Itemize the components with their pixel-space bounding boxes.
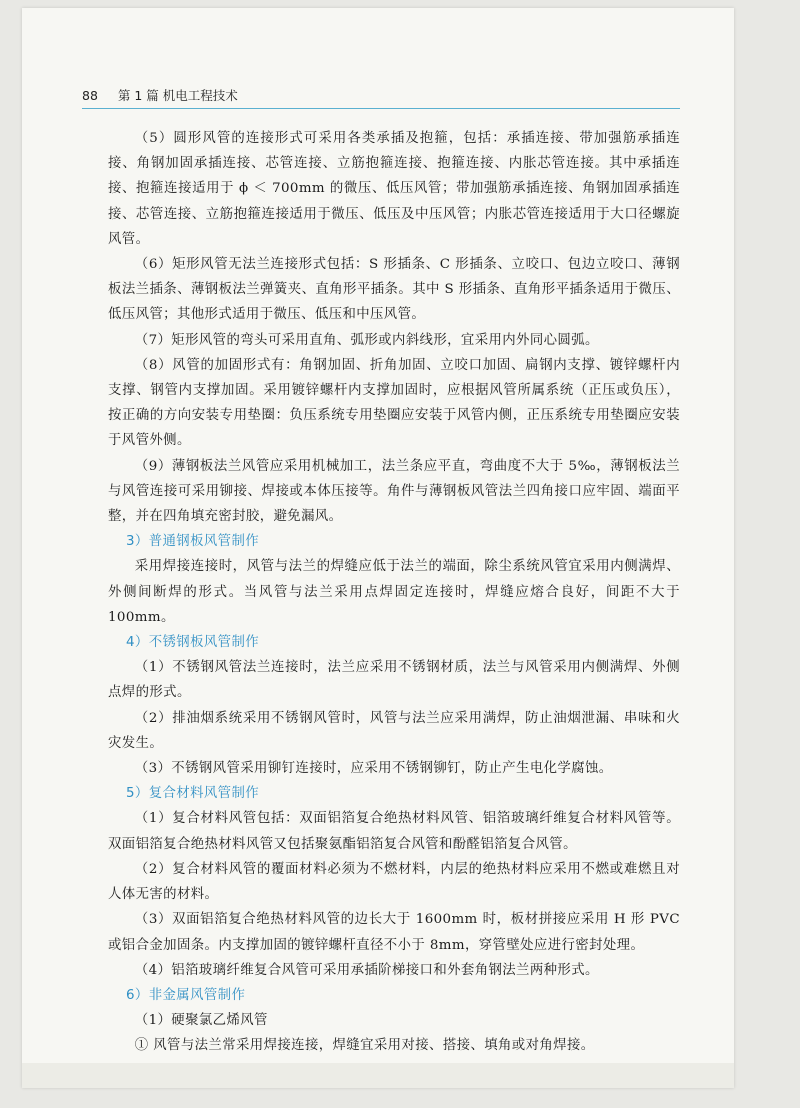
paragraph: （2）排油烟系统采用不锈钢风管时，风管与法兰应采用满焊，防止油烟泄漏、串味和火灾发生。 [108,710,680,751]
paragraph: （1）硬聚氯乙烯风管 [134,1013,268,1029]
chapter-title: 第 1 篇 机电工程技术 [117,88,238,103]
paragraph: （3）不锈钢风管采用铆钉连接时，应采用不锈钢铆钉，防止产生电化学腐蚀。 [134,761,613,777]
book-page [22,8,734,1088]
paragraph: （4）铝箔玻璃纤维复合风管可采用承插阶梯接口和外套角钢法兰两种形式。 [134,962,599,978]
paragraph: （2）复合材料风管的覆面材料必须为不燃材料，内层的绝热材料应采用不燃或难燃且对人体无害的材料。 [108,861,680,903]
section-heading: 5）复合材料风管制作 [126,786,260,802]
paragraph: 采用焊接连接时，风管与法兰的焊缝应低于法兰的端面，除尘系统风管宜采用内侧满焊、外侧间断焊的形式。当风管与法兰采用点焊固定连接时，焊缝应熔合良好，间距不大于 100mm。 [108,559,680,625]
section-heading: 3）普通钢板风管制作 [126,534,260,550]
paragraph: ① 风管与法兰常采用焊接连接，焊缝宜采用对接、搭接、填角或对角焊接。 [134,1038,595,1054]
body-text [108,126,680,1084]
page-bottom-edge [22,1063,734,1088]
paragraph: （3）双面铝箔复合绝热材料风管的边长大于 1600mm 时，板材拼接应采用 H 形 PVC 或铝合金加固条。内支撑加固的镀锌螺杆直径不小于 8mm，穿管壁处应进行密封处理。 [108,912,680,953]
section-heading: 6）非金属风管制作 [126,987,246,1003]
paragraph: （7）矩形风管的弯头可采用直角、弧形或内斜线形，宜采用内外同心圆弧。 [134,332,599,348]
paragraph: （1）复合材料风管包括：双面铝箔复合绝热材料风管、铝箔玻璃纤维复合材料风管等。双面铝箔复合绝热材料风管又包括聚氨酯铝箔复合风管和酚醛铝箔复合风管。 [108,811,680,852]
paragraph: （9）薄钢板法兰风管应采用机械加工，法兰条应平直，弯曲度不大于 5‰，薄钢板法兰与风管连接可采用铆接、焊接或本体压接等。角件与薄钢板风管法兰四角接口应牢固、端面平整，并在四角填充密封胶，避免漏风。 [108,458,680,525]
running-header [82,86,682,104]
paragraph: （6）矩形风管无法兰连接形式包括：S 形插条、C 形插条、立咬口、包边立咬口、薄钢板法兰插条、薄钢板法兰弹簧夹、直角形平插条。其中 S 形插条、直角形平插条适用于微压、低压风管；其他形式适用于微压、低压和中压风管。 [108,257,680,323]
page-number: 88 [82,88,98,103]
paragraph: （8）风管的加固形式有：角钢加固、折角加固、立咬口加固、扁钢内支撑、镀锌螺杆内支撑、钢管内支撑加固。采用镀锌螺杆内支撑加固时，应根据风管所属系统（正压或负压），按正确的方向安装专用垫圈：负压系统专用垫圈应安装于风管内侧，正压系统专用垫圈应安装于风管外侧。 [108,357,680,449]
paragraph: （5）圆形风管的连接形式可采用各类承插及抱箍，包括：承插连接、带加强筋承插连接、角钢加固承插连接、芯管连接、立筋抱箍连接、抱箍连接、内胀芯管连接。其中承插连接、抱箍连接适用于 ϕ ＜ 700mm 的微压、低压风管；带加强筋承插连接、角钢加固承插连接、芯管连接、立筋抱箍连接适用于微压、低压及中压风管；内胀芯管连接适用于大口径螺旋风管。 [108,131,680,247]
header-rule [82,108,680,109]
section-heading: 4）不锈钢板风管制作 [126,635,260,651]
paragraph: （1）不锈钢风管法兰连接时，法兰应采用不锈钢材质，法兰与风管采用内侧满焊、外侧点焊的形式。 [108,660,680,701]
